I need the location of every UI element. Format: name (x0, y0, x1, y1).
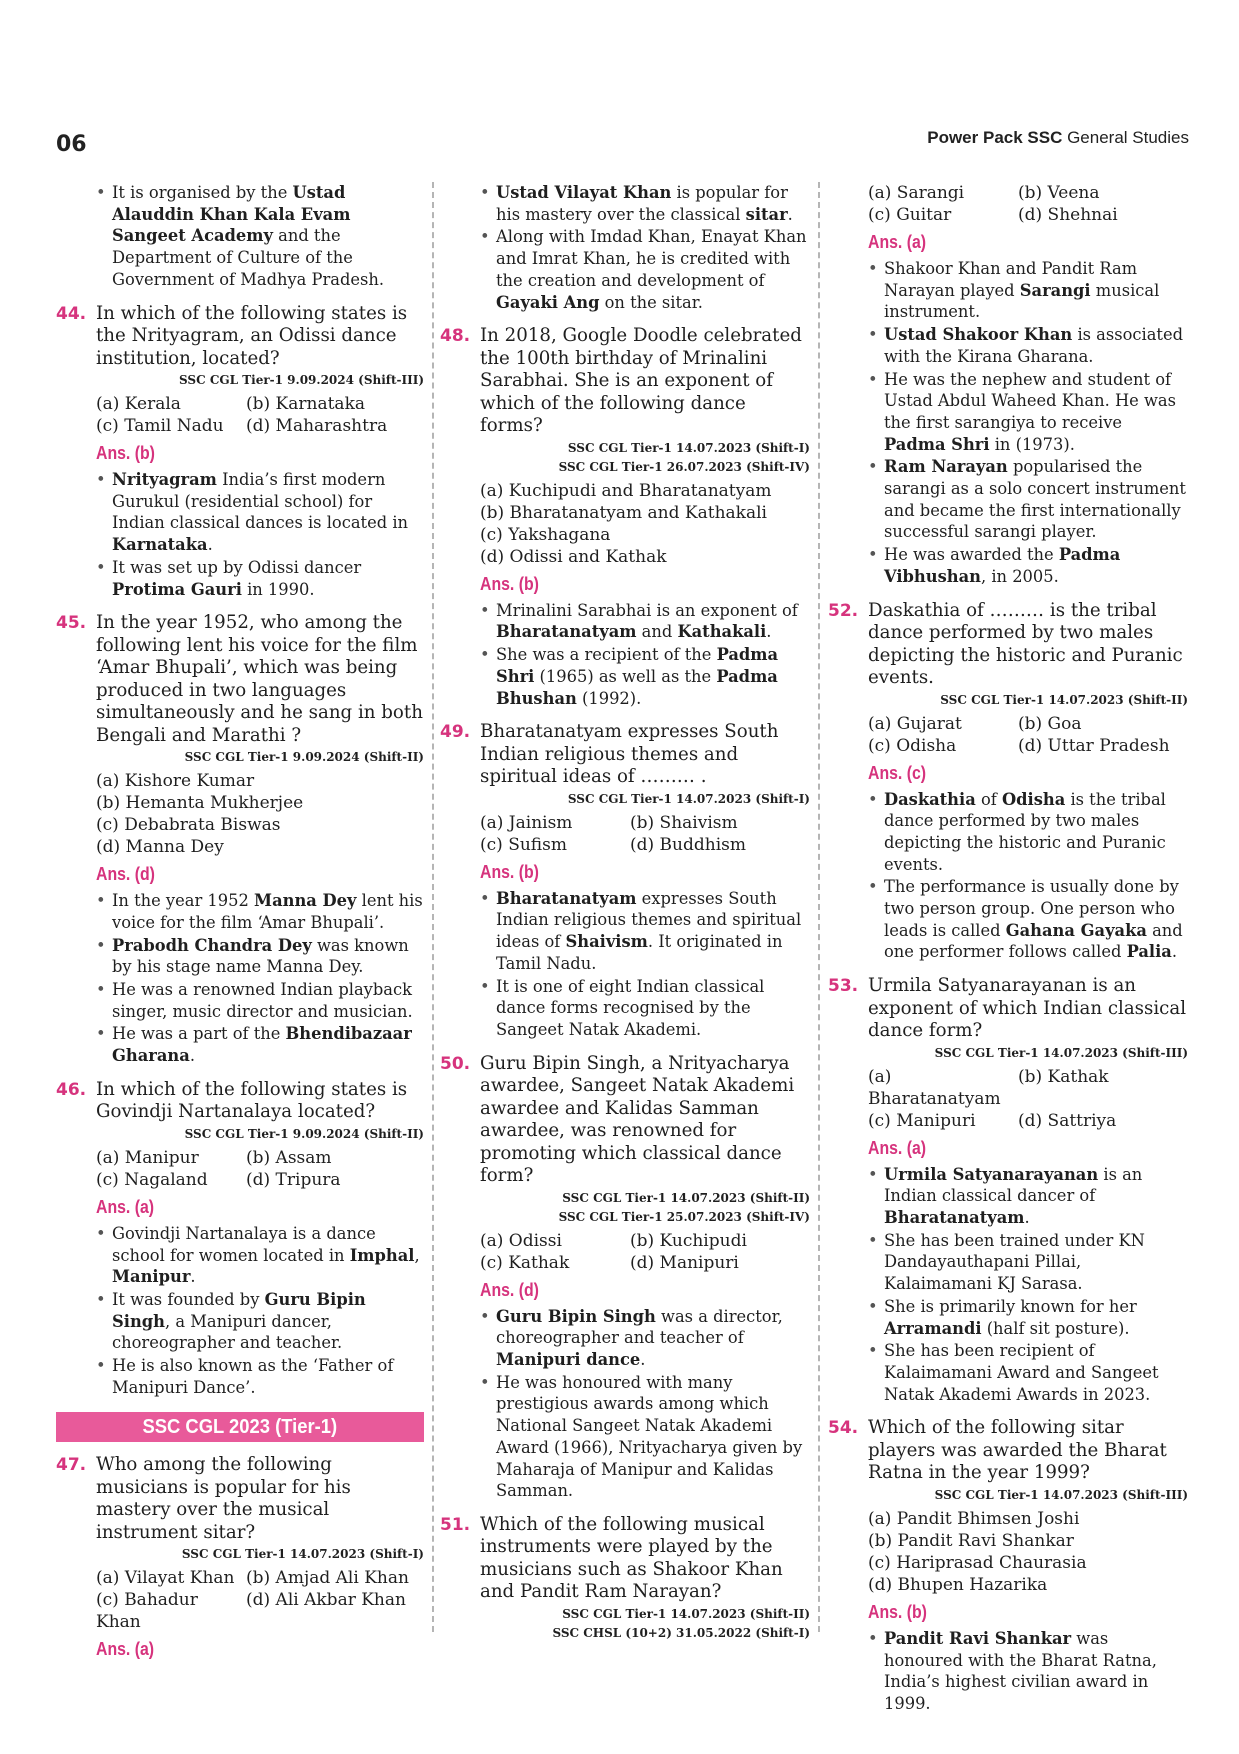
column-divider (432, 182, 434, 1632)
question-number: 53. (828, 976, 859, 997)
question-text: Bharatanatyam expresses South Indian religious themes and spiritual ideas of ……… . (480, 721, 779, 788)
question (440, 721, 810, 789)
option-row (480, 834, 810, 856)
explanation-point: • Shakoor Khan and Pandit Ram Narayan played Sarangi musical instrument. (868, 258, 1188, 323)
option-row (96, 1589, 424, 1633)
explanation-point: • He is also known as the ‘Father of Manipuri Dance’. (96, 1355, 424, 1398)
option: (c) Yakshagana (480, 524, 611, 545)
option: (b) Veena (1018, 183, 1100, 203)
option-row (868, 1110, 1188, 1132)
explanation-point: • Pandit Ravi Shankar was honoured with the Bharat Ratna, India’s highest civilian award in 1999. (868, 1628, 1188, 1715)
option: (b) Shaivism (630, 812, 738, 833)
explanation-point: • He was the nephew and student of Ustad Abdul Waheed Khan. He was the first sarangiya to receive Padma Shri in (1973). (868, 369, 1188, 456)
explanation-point: • The performance is usually done by two person group. One person who leads is called Gahana Gayaka and one performer follows called Palia. (868, 876, 1188, 963)
question-number: 46. (56, 1079, 87, 1100)
option-row (96, 393, 424, 415)
explanation-point: • Ram Narayan popularised the sarangi as a solo concert instrument and became the first internationally successful sarangi player. (868, 456, 1188, 543)
question-text: Daskathia of ……… is the tribal dance performed by two males depicting the historic and Puranic events. (868, 599, 1183, 689)
exam-source: SSC CGL Tier-1 14.07.2023 (Shift-II) (562, 1190, 810, 1205)
option: (d) Sattriya (1018, 1110, 1117, 1131)
answer-label: Ans. (c) (868, 762, 927, 783)
option-row (868, 713, 1188, 735)
answer-options (480, 812, 810, 856)
question (828, 975, 1188, 1043)
question-text: Who among the following musicians is popular for his mastery over the musical instrument sitar? (96, 1454, 351, 1543)
explanation-point: • Ustad Shakoor Khan is associated with the Kirana Gharana. (868, 324, 1188, 367)
question-number: 47. (56, 1455, 87, 1476)
question-block (828, 600, 1188, 964)
option: (a) Pandit Bhimsen Joshi (868, 1508, 1080, 1529)
option: (c) Sufism (480, 834, 567, 855)
exam-source: SSC CGL Tier-1 14.07.2023 (Shift-III) (934, 1487, 1188, 1502)
question-block (56, 1454, 424, 1661)
option-row (868, 1066, 1188, 1110)
option-row (480, 1252, 810, 1274)
option: (a) Kerala (96, 394, 181, 415)
answer-options (96, 1147, 424, 1191)
option: (b) Kuchipudi (630, 1230, 747, 1251)
option-row (96, 415, 424, 437)
exam-source: SSC CGL Tier-1 14.07.2023 (Shift-I) (567, 440, 810, 455)
question-block (828, 1417, 1188, 1714)
explanation-list (868, 258, 1188, 588)
option: (c) Bahadur Khan (96, 1590, 198, 1633)
answer-options (868, 713, 1188, 757)
column-2 (440, 182, 810, 1642)
question-block (56, 1079, 424, 1399)
question-block (440, 1514, 810, 1642)
explanation-point: • She was a recipient of the Padma Shri (1965) as well as the Padma Bhushan (1992). (480, 644, 810, 709)
option: (a) Gujarat (868, 713, 962, 734)
answer-label: Ans. (b) (480, 861, 539, 882)
answer-options (868, 1508, 1188, 1596)
question-block (440, 325, 810, 709)
explanation-point: • It is one of eight Indian classical dance forms recognised by the Sangeet Natak Akademi. (480, 976, 810, 1041)
column-3 (828, 182, 1188, 1716)
answer-options (96, 770, 424, 858)
answer-options (480, 480, 810, 568)
answer-label: Ans. (d) (480, 1279, 539, 1300)
question-text: In the year 1952, who among the following lent his voice for the film ‘Amar Bhupali’, which was being produced in two languages simultaneously and he sang in both Bengali and Marathi ? (96, 612, 423, 746)
explanation-point: • Guru Bipin Singh was a director, choreographer and teacher of Manipuri dance. (480, 1306, 810, 1371)
option-row (480, 812, 810, 834)
exam-source: SSC CGL Tier-1 9.09.2024 (Shift-II) (184, 1126, 424, 1141)
exam-source: SSC CGL Tier-1 14.07.2023 (Shift-I) (567, 791, 810, 806)
explanation-point: • Govindji Nartanalaya is a dance school for women located in Imphal, Manipur. (96, 1223, 424, 1288)
question-number: 51. (440, 1514, 471, 1535)
explanation-list (480, 1306, 810, 1502)
explanation-list (480, 182, 810, 313)
option: (c) Manipuri (868, 1110, 976, 1131)
question (56, 1079, 424, 1124)
option: (d) Maharashtra (246, 416, 388, 437)
exam-source: SSC CGL Tier-1 14.07.2023 (Shift-III) (934, 1045, 1188, 1060)
question-text: Which of the following sitar players was awarded the Bharat Ratna in the year 1999? (868, 1417, 1167, 1484)
exam-source: SSC CHSL (10+2) 31.05.2022 (Shift-I) (552, 1625, 810, 1640)
option: (a) Jainism (480, 812, 573, 833)
explanation-list (480, 600, 810, 710)
answer-label: Ans. (b) (868, 1601, 927, 1622)
option: (a) Bharatanatyam (868, 1066, 1001, 1109)
explanation-point: • She is primarily known for her Arramandi (half sit posture). (868, 1296, 1188, 1339)
option-row (480, 1230, 810, 1252)
answer-label: Ans. (a) (868, 232, 927, 252)
option: (d) Buddhism (630, 834, 746, 855)
question-number: 48. (440, 326, 471, 347)
question (440, 1514, 810, 1604)
exam-source: SSC CGL Tier-1 9.09.2024 (Shift-II) (184, 750, 424, 765)
explanation-point: • He was a part of the Bhendibazaar Gharana. (96, 1023, 424, 1066)
option: (b) Pandit Ravi Shankar (868, 1530, 1074, 1551)
column-divider (818, 182, 820, 1632)
option: (d) Tripura (246, 1169, 341, 1190)
question-block (440, 721, 810, 1040)
answer-label: Ans. (a) (96, 1196, 155, 1217)
question (56, 1454, 424, 1544)
explanation-list (868, 1628, 1188, 1715)
explanation-point: • He was awarded the Padma Vibhushan, in 2005. (868, 544, 1188, 587)
section-banner (56, 1412, 424, 1442)
explanation-point: • Mrinalini Sarabhai is an exponent of Bharatanatyam and Kathakali. (480, 600, 810, 643)
explanation-point: • Prabodh Chandra Dey was known by his stage name Manna Dey. (96, 935, 424, 978)
option: (d) Bhupen Hazarika (868, 1574, 1048, 1595)
explanation-point: • She has been trained under KN Dandayauthapani Pillai, Kalaimamani KJ Sarasa. (868, 1230, 1188, 1295)
question (828, 600, 1188, 690)
column-1 (56, 182, 424, 1661)
answer-options (96, 393, 424, 437)
question-block (56, 612, 424, 1067)
explanation-list (480, 888, 810, 1041)
question (440, 325, 810, 438)
explanation-point: • He was honoured with many prestigious awards among which National Sangeet Natak Akademi Award (1966), Nrityacharya given by Maharaja of Manipur and Kalidas Samman. (480, 1372, 810, 1502)
option: (b) Hemanta Mukherjee (96, 793, 304, 814)
answer-label: Ans. (a) (868, 1137, 927, 1158)
option: (a) Vilayat Khan (96, 1568, 235, 1589)
option: (c) Odisha (868, 735, 957, 756)
answer-options (868, 1066, 1188, 1132)
question-text: In which of the following states is the Nrityagram, an Odissi dance institution, located? (96, 302, 408, 369)
option: (c) Guitar (868, 205, 952, 225)
option-row (96, 1169, 424, 1191)
explanation-point: • It was founded by Guru Bipin Singh, a Manipuri dancer, choreographer and teacher. (96, 1289, 424, 1354)
option: (b) Amjad Ali Khan (246, 1568, 409, 1589)
question-block (828, 975, 1188, 1405)
explanation-list (96, 890, 424, 1067)
option-row (868, 182, 1188, 204)
question (56, 612, 424, 747)
answer-label: Ans. (a) (96, 1639, 155, 1660)
option-row (96, 1147, 424, 1169)
question-text: Urmila Satyanarayanan is an exponent of which Indian classical dance form? (868, 975, 1187, 1042)
answer-label: Ans. (b) (96, 443, 155, 464)
question-number: 50. (440, 1053, 471, 1074)
explanation-point: • Along with Imdad Khan, Enayat Khan and Imrat Khan, he is credited with the creation and development of Gayaki Ang on the sitar. (480, 226, 810, 313)
explanation-point: • She has been recipient of Kalaimamani Award and Sangeet Natak Akademi Awards in 2023. (868, 1340, 1188, 1405)
explanation-point: • Bharatanatyam expresses South Indian religious themes and spiritual ideas of Shaivism. It originated in Tamil Nadu. (480, 888, 810, 975)
question-text: In 2018, Google Doodle celebrated the 100th birthday of Mrinalini Sarabhai. She is an exponent of which of the following dance forms? (480, 325, 802, 437)
question (56, 303, 424, 371)
explanation-point: • Urmila Satyanarayanan is an Indian classical dancer of Bharatanatyam. (868, 1164, 1188, 1229)
question-block (56, 303, 424, 601)
option: (c) Nagaland (96, 1169, 208, 1190)
option: (d) Manna Dey (96, 837, 224, 858)
explanation-list (96, 469, 424, 600)
answer-label: Ans. (b) (480, 573, 539, 594)
explanation-list (96, 1223, 424, 1399)
exam-source: SSC CGL Tier-1 14.07.2023 (Shift-II) (562, 1606, 810, 1621)
option: (c) Debabrata Biswas (96, 815, 281, 836)
question-number: 54. (828, 1418, 859, 1439)
option: (d) Odissi and Kathak (480, 546, 667, 567)
explanation-list (96, 182, 424, 291)
question-number: 44. (56, 303, 87, 324)
option: (a) Kuchipudi and Bharatanatyam (480, 480, 772, 501)
exam-source: SSC CGL Tier-1 14.07.2023 (Shift-I) (181, 1547, 424, 1562)
explanation-point: • Nrityagram India’s first modern Gurukul (residential school) for Indian classical dances is located in Karnataka. (96, 469, 424, 556)
explanation-point: • He was a renowned Indian playback singer, music director and musician. (96, 979, 424, 1022)
q51-continued (828, 182, 1188, 588)
question (828, 1417, 1188, 1485)
question-block (440, 1053, 810, 1502)
answer-options (480, 1230, 810, 1274)
option: (a) Odissi (480, 1230, 562, 1251)
option: (c) Kathak (480, 1252, 570, 1273)
option: (d) Ali Akbar Khan (246, 1590, 406, 1611)
explanation-list (868, 1164, 1188, 1406)
answer-options (868, 182, 1188, 226)
option: (b) Goa (1018, 713, 1082, 734)
explanation-point: • Ustad Vilayat Khan is popular for his mastery over the classical sitar. (480, 182, 810, 225)
question-text: Guru Bipin Singh, a Nrityacharya awardee, Sangeet Natak Akademi awardee and Kalidas Samman awardee, was renowned for promoting which classical dance form? (480, 1052, 795, 1187)
question-number: 49. (440, 722, 471, 743)
exam-source: SSC CGL Tier-1 26.07.2023 (Shift-IV) (558, 459, 810, 474)
answer-label: Ans. (d) (96, 864, 155, 885)
option-row (96, 1567, 424, 1589)
page-number: 06 (56, 132, 87, 157)
question-number: 45. (56, 613, 87, 634)
section-title: SSC CGL 2023 (Tier-1) (142, 1416, 338, 1439)
option: (b) Bharatanatyam and Kathakali (480, 502, 767, 523)
question-number: 52. (828, 600, 859, 621)
option: (a) Kishore Kumar (96, 771, 255, 792)
explanation-point: • Daskathia of Odisha is the tribal dance performed by two males depicting the historic and Puranic events. (868, 789, 1188, 876)
exam-source: SSC CGL Tier-1 25.07.2023 (Shift-IV) (558, 1209, 810, 1224)
option: (d) Uttar Pradesh (1018, 735, 1170, 756)
explanation-point: • It was set up by Odissi dancer Protima Gauri in 1990. (96, 557, 424, 600)
explanation-point: • It is organised by the Ustad Alauddin Khan Kala Evam Sangeet Academy and the Department of Culture of the Government of Madhya Pradesh. (96, 182, 424, 291)
question-text: Which of the following musical instruments were played by the musicians such as Shakoor Khan and Pandit Ram Narayan? (480, 1513, 783, 1603)
explanation-point: • In the year 1952 Manna Dey lent his voice for the film ‘Amar Bhupali’. (96, 890, 424, 933)
option: (a) Sarangi (868, 183, 965, 203)
option: (b) Kathak (1018, 1066, 1109, 1087)
exam-source: SSC CGL Tier-1 9.09.2024 (Shift-III) (179, 373, 424, 388)
option: (c) Tamil Nadu (96, 416, 224, 437)
option: (c) Hariprasad Chaurasia (868, 1552, 1087, 1573)
explanation-list (868, 789, 1188, 964)
book-title: Power Pack SSC General Studies (927, 128, 1189, 147)
question-text: In which of the following states is Govindji Nartanalaya located? (96, 1078, 408, 1123)
option: (d) Manipuri (630, 1252, 739, 1273)
option: (d) Shehnai (1018, 205, 1118, 225)
option-row (868, 204, 1188, 226)
option-row (868, 735, 1188, 757)
answer-options (96, 1567, 424, 1633)
question (440, 1053, 810, 1188)
option: (b) Assam (246, 1147, 332, 1168)
exam-source: SSC CGL Tier-1 14.07.2023 (Shift-II) (940, 692, 1188, 707)
option: (b) Karnataka (246, 394, 365, 415)
option: (a) Manipur (96, 1147, 199, 1168)
